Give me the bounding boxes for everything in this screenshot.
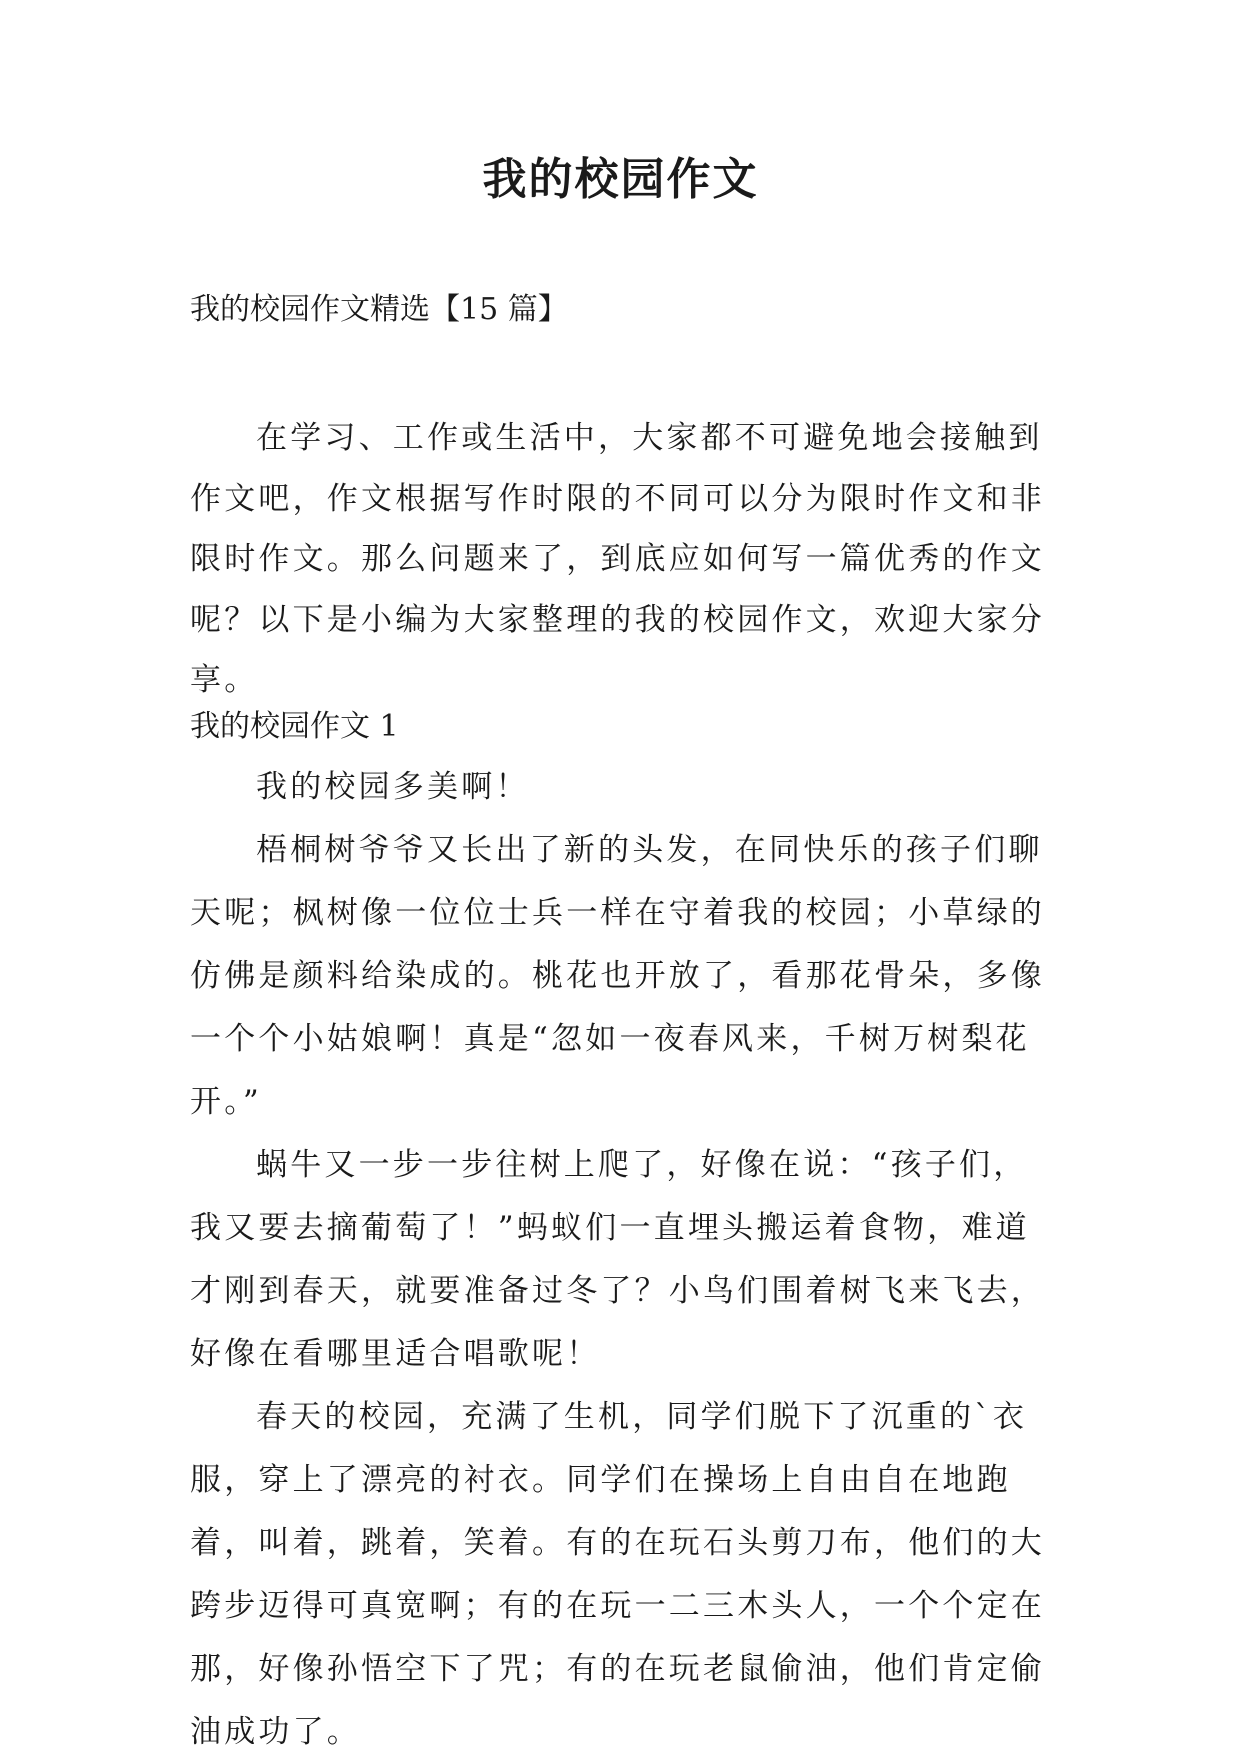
document-title: 我的校园作文 (482, 154, 759, 205)
essay-body (190, 756, 1060, 1764)
essay-paragraph: 我的校园多美啊！ (256, 769, 530, 805)
essay-paragraph: 蜗牛又一步一步往树上爬了，好像在说：“孩子们，我又要去摘葡萄了！”蚂蚁们一直埋头搬运着食物，难道才刚到春天，就要准备过冬了？小鸟们围着树飞来飞去，好像在看哪里适合唱歌呢！ (190, 1147, 1045, 1372)
essay-paragraph: 春天的校园，充满了生机，同学们脱下了沉重的`衣服，穿上了漂亮的衬衣。同学们在操场上自由自在地跑着，叫着，跳着，笑着。有的在玩石头剪刀布，他们的大跨步迈得可真宽啊；有的在玩一二三木头人，一个个定在那，好像孙悟空下了咒；有的在玩老鼠偷油，他们肯定偷油成功了。 (190, 1399, 1045, 1750)
essay-paragraph: 梧桐树爷爷又长出了新的头发，在同快乐的孩子们聊天呢；枫树像一位位士兵一样在守着我的校园；小草绿的仿佛是颜料给染成的。桃花也开放了，看那花骨朵，多像一个个小姑娘啊！真是“忽如一夜春风来，千树万树梨花开。” (190, 832, 1045, 1120)
document-subtitle: 我的校园作文精选【15 篇】 (190, 292, 568, 327)
section-heading: 我的校园作文 1 (190, 709, 399, 744)
intro-paragraph: 在学习、工作或生活中，大家都不可避免地会接触到作文吧，作文根据写作时限的不同可以分为限时作文和非限时作文。那么问题来了，到底应如何写一篇优秀的作文呢？以下是小编为大家整理的我的校园作文，欢迎大家分享。 (190, 420, 1045, 698)
